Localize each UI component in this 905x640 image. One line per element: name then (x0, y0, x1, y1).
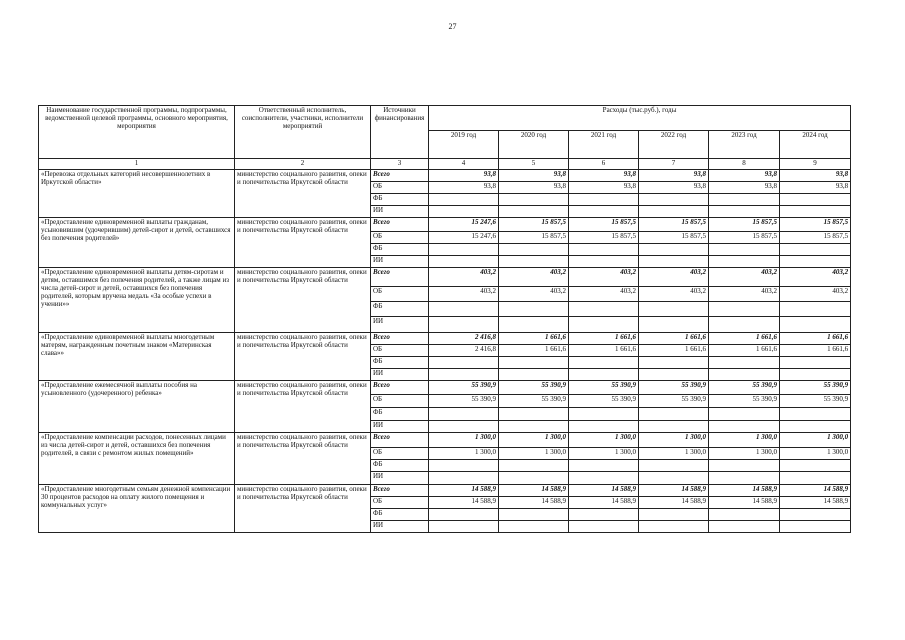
expense-value (569, 509, 639, 521)
expense-value (639, 206, 709, 218)
expense-value (569, 460, 639, 472)
expense-value: 93,8 (499, 170, 569, 182)
executor-name: министерство социального развития, опеки и попечительства Иркутской области (235, 268, 371, 333)
expense-value (429, 244, 499, 256)
expense-value (639, 521, 709, 533)
expense-value: 15 857,5 (639, 218, 709, 232)
expense-value: 55 390,9 (780, 395, 851, 408)
expense-value (569, 421, 639, 433)
executor-name: министерство социального развития, опеки и попечительства Иркутской области (235, 381, 371, 433)
expense-value: 93,8 (429, 182, 499, 194)
expense-value: 14 588,9 (709, 485, 780, 497)
expense-value (499, 357, 569, 369)
expense-value (709, 194, 780, 206)
expense-value (429, 460, 499, 472)
funding-source: ОБ (371, 497, 429, 509)
expense-value: 403,2 (499, 268, 569, 287)
expense-value: 15 247,6 (429, 232, 499, 244)
funding-source: ИИ (371, 369, 429, 381)
expense-value (429, 472, 499, 485)
expense-value (429, 408, 499, 421)
expense-value: 1 661,6 (780, 333, 851, 345)
expense-value: 14 588,9 (499, 485, 569, 497)
expense-value (639, 317, 709, 333)
page-number: 27 (448, 22, 457, 31)
header-expenses: Расходы (тыс.руб.), годы (429, 106, 851, 131)
expense-value (499, 302, 569, 317)
expense-value (569, 302, 639, 317)
expense-value: 14 588,9 (709, 497, 780, 509)
expense-value (780, 460, 851, 472)
expense-value: 15 857,5 (569, 232, 639, 244)
expense-value: 15 857,5 (709, 232, 780, 244)
expense-value: 1 300,0 (709, 433, 780, 448)
funding-source: ИИ (371, 521, 429, 533)
expense-value: 93,8 (569, 182, 639, 194)
column-number: 6 (569, 159, 639, 170)
expense-value (429, 421, 499, 433)
expense-value (780, 317, 851, 333)
expense-value: 15 857,5 (499, 232, 569, 244)
activity-name: «Предоставление компенсации расходов, понесенных лицами из числа детей-сирот и детей, оставшихся без попечения родителей, в связи с ремонтом жилых помещений» (39, 433, 235, 485)
expense-value: 403,2 (709, 287, 780, 302)
expense-value (499, 408, 569, 421)
budget-table (38, 105, 851, 533)
expense-value: 2 416,8 (429, 345, 499, 357)
expense-value (499, 244, 569, 256)
expense-value (499, 421, 569, 433)
table-row (39, 381, 851, 395)
funding-source: ОБ (371, 395, 429, 408)
expense-value (569, 472, 639, 485)
expense-value: 14 588,9 (639, 497, 709, 509)
expense-value: 55 390,9 (709, 395, 780, 408)
expense-value (709, 206, 780, 218)
funding-source: ОБ (371, 182, 429, 194)
expense-value: 403,2 (499, 287, 569, 302)
expense-value: 1 300,0 (569, 448, 639, 460)
header-name-column: Наименование государственной программы, подпрограммы, ведомственной целевой программы, основного мероприятия, мероприятия (39, 106, 235, 159)
expense-value: 1 661,6 (499, 333, 569, 345)
expense-value: 55 390,9 (499, 381, 569, 395)
expense-value: 1 300,0 (429, 433, 499, 448)
expense-value (780, 357, 851, 369)
expense-value: 14 588,9 (780, 497, 851, 509)
expense-value (429, 256, 499, 268)
column-number: 8 (709, 159, 780, 170)
executor-name: министерство социального развития, опеки и попечительства Иркутской области (235, 333, 371, 381)
expense-value: 15 857,5 (780, 232, 851, 244)
expense-value (499, 460, 569, 472)
expense-value: 14 588,9 (499, 497, 569, 509)
header-year: 2022 год (639, 131, 709, 159)
expense-value (709, 472, 780, 485)
expense-value (429, 509, 499, 521)
expense-value: 403,2 (569, 287, 639, 302)
expense-value (780, 244, 851, 256)
expense-value (429, 194, 499, 206)
expense-value (780, 194, 851, 206)
expense-value: 1 300,0 (780, 448, 851, 460)
expense-value (780, 421, 851, 433)
expense-value (780, 408, 851, 421)
table-row (39, 433, 851, 448)
header-year: 2020 год (499, 131, 569, 159)
column-number-row (39, 159, 851, 170)
table-row (39, 333, 851, 345)
expense-value: 93,8 (709, 182, 780, 194)
column-number: 4 (429, 159, 499, 170)
expense-value (780, 302, 851, 317)
expense-value (639, 194, 709, 206)
expense-value (569, 256, 639, 268)
expense-value: 55 390,9 (499, 395, 569, 408)
header-year: 2024 год (780, 131, 851, 159)
table-header (39, 106, 851, 170)
expense-value: 55 390,9 (639, 381, 709, 395)
funding-source: ФБ (371, 460, 429, 472)
expense-value (569, 357, 639, 369)
expense-value (639, 472, 709, 485)
column-number: 5 (499, 159, 569, 170)
expense-value: 2 416,8 (429, 333, 499, 345)
funding-source: ОБ (371, 232, 429, 244)
expense-value: 14 588,9 (569, 497, 639, 509)
expense-value (780, 206, 851, 218)
expense-value (709, 256, 780, 268)
column-number: 2 (235, 159, 371, 170)
expense-value (569, 369, 639, 381)
funding-source: ИИ (371, 206, 429, 218)
expense-value: 403,2 (639, 287, 709, 302)
column-number: 1 (39, 159, 235, 170)
funding-source: ИИ (371, 421, 429, 433)
expense-value (780, 521, 851, 533)
expense-value: 93,8 (499, 182, 569, 194)
expense-value: 403,2 (429, 268, 499, 287)
expense-value (709, 509, 780, 521)
expense-value (639, 369, 709, 381)
expense-value (499, 317, 569, 333)
expense-value (429, 521, 499, 533)
expense-value: 403,2 (569, 268, 639, 287)
expense-value (709, 421, 780, 433)
expense-value: 1 661,6 (709, 345, 780, 357)
expense-value (639, 460, 709, 472)
expense-value: 55 390,9 (639, 395, 709, 408)
expense-value: 1 300,0 (499, 448, 569, 460)
column-number: 7 (639, 159, 709, 170)
expense-value: 93,8 (639, 170, 709, 182)
funding-source: ИИ (371, 317, 429, 333)
expense-value: 403,2 (780, 287, 851, 302)
table-row (39, 218, 851, 232)
expense-value (709, 317, 780, 333)
expense-value (569, 521, 639, 533)
expense-value (569, 244, 639, 256)
expense-value: 15 857,5 (709, 218, 780, 232)
expense-value (569, 206, 639, 218)
expense-value (569, 317, 639, 333)
expense-value: 14 588,9 (639, 485, 709, 497)
expense-value (499, 509, 569, 521)
funding-source: ИИ (371, 472, 429, 485)
funding-source: ФБ (371, 357, 429, 369)
expense-value: 1 661,6 (569, 345, 639, 357)
expense-value: 1 661,6 (639, 345, 709, 357)
expense-value (569, 194, 639, 206)
expense-value: 1 661,6 (569, 333, 639, 345)
expense-value (499, 194, 569, 206)
executor-name: министерство социального развития, опеки и попечительства Иркутской области (235, 433, 371, 485)
expense-value (780, 509, 851, 521)
header-source-column: Источники финансирования (371, 106, 429, 159)
expense-value: 55 390,9 (429, 395, 499, 408)
expense-value (639, 408, 709, 421)
funding-source: Всего (371, 333, 429, 345)
expense-value (429, 369, 499, 381)
expense-value (499, 521, 569, 533)
expense-value: 15 857,5 (569, 218, 639, 232)
executor-name: министерство социального развития, опеки и попечительства Иркутской области (235, 170, 371, 218)
expense-value: 55 390,9 (569, 381, 639, 395)
expense-value: 14 588,9 (780, 485, 851, 497)
expense-value: 93,8 (780, 170, 851, 182)
expense-value: 1 661,6 (499, 345, 569, 357)
expense-value (709, 460, 780, 472)
expense-value: 14 588,9 (569, 485, 639, 497)
expense-value: 1 661,6 (639, 333, 709, 345)
expense-value: 403,2 (780, 268, 851, 287)
header-executor-column: Ответственный исполнитель, соисполнители, участники, исполнители мероприятий (235, 106, 371, 159)
activity-name: «Перевозка отдельных категорий несовершеннолетних в Иркутской области» (39, 170, 235, 218)
funding-source: ОБ (371, 287, 429, 302)
expense-value: 55 390,9 (569, 395, 639, 408)
funding-source: ОБ (371, 345, 429, 357)
expense-value: 55 390,9 (709, 381, 780, 395)
header-year: 2023 год (709, 131, 780, 159)
activity-name: «Предоставление единовременной выплаты многодетным матерям, награжденным почетным знаком «Материнская слава»» (39, 333, 235, 381)
expense-value (429, 206, 499, 218)
expense-value: 15 857,5 (780, 218, 851, 232)
expense-value (499, 256, 569, 268)
expense-value (569, 408, 639, 421)
funding-source: ИИ (371, 256, 429, 268)
expense-value: 403,2 (709, 268, 780, 287)
funding-source: ФБ (371, 302, 429, 317)
table-row (39, 170, 851, 182)
table-row (39, 268, 851, 287)
expense-value (639, 302, 709, 317)
expense-value (499, 369, 569, 381)
activity-name: «Предоставление многодетным семьям денежной компенсации 30 процентов расходов на оплату жилого помещения и коммунальных услуг» (39, 485, 235, 533)
expense-value (639, 357, 709, 369)
funding-source: ФБ (371, 244, 429, 256)
expense-value: 1 300,0 (639, 433, 709, 448)
header-year: 2019 год (429, 131, 499, 159)
header-year: 2021 год (569, 131, 639, 159)
expense-value: 14 588,9 (429, 485, 499, 497)
expense-value: 1 661,6 (709, 333, 780, 345)
expense-value: 403,2 (639, 268, 709, 287)
expense-value: 403,2 (429, 287, 499, 302)
expense-value (780, 369, 851, 381)
executor-name: министерство социального развития, опеки и попечительства Иркутской области (235, 218, 371, 268)
expense-value (499, 206, 569, 218)
expense-value: 1 300,0 (709, 448, 780, 460)
table-row (39, 485, 851, 497)
expense-value: 93,8 (429, 170, 499, 182)
expense-value: 1 300,0 (499, 433, 569, 448)
expense-value: 1 300,0 (780, 433, 851, 448)
funding-source: Всего (371, 268, 429, 287)
activity-name: «Предоставление единовременной выплаты детям-сиротам и детям, оставшимся без попечения родителей, а также лицам из числа детей-сирот и детей, оставшихся без попечения родителей, которым вручена медаль «За особые успехи в учении»» (39, 268, 235, 333)
expense-value (499, 472, 569, 485)
expense-value: 1 300,0 (429, 448, 499, 460)
column-number: 9 (780, 159, 851, 170)
expense-value (429, 357, 499, 369)
funding-source: ФБ (371, 194, 429, 206)
expense-value (639, 509, 709, 521)
expense-value: 93,8 (780, 182, 851, 194)
expense-value (780, 472, 851, 485)
expense-value (639, 244, 709, 256)
expense-value: 55 390,9 (780, 381, 851, 395)
funding-source: ФБ (371, 509, 429, 521)
column-number: 3 (371, 159, 429, 170)
expense-value (709, 302, 780, 317)
expense-value: 93,8 (709, 170, 780, 182)
expense-value: 15 857,5 (499, 218, 569, 232)
expense-value (709, 408, 780, 421)
table-body (39, 170, 851, 533)
activity-name: «Предоставление ежемесячной выплаты пособия на усыновленного (удочеренного) ребенка» (39, 381, 235, 433)
expense-value (429, 302, 499, 317)
funding-source: Всего (371, 170, 429, 182)
expense-value (709, 357, 780, 369)
funding-source: Всего (371, 433, 429, 448)
expense-value (709, 521, 780, 533)
funding-source: Всего (371, 485, 429, 497)
expense-value: 1 661,6 (780, 345, 851, 357)
funding-source: Всего (371, 218, 429, 232)
expense-value: 15 247,6 (429, 218, 499, 232)
expense-value: 93,8 (569, 170, 639, 182)
funding-source: Всего (371, 381, 429, 395)
expense-value: 1 300,0 (639, 448, 709, 460)
executor-name: министерство социального развития, опеки и попечительства Иркутской области (235, 485, 371, 533)
expense-value: 93,8 (639, 182, 709, 194)
expense-value: 14 588,9 (429, 497, 499, 509)
expense-value (709, 244, 780, 256)
expense-value (709, 369, 780, 381)
expense-value (639, 256, 709, 268)
expense-value: 1 300,0 (569, 433, 639, 448)
expense-value (780, 256, 851, 268)
funding-source: ФБ (371, 408, 429, 421)
expense-value (639, 421, 709, 433)
funding-source: ОБ (371, 448, 429, 460)
activity-name: «Предоставление единовременной выплаты гражданам, усыновившим (удочерившим) детей-сирот и детей, оставшихся без попечения родителей» (39, 218, 235, 268)
expense-value: 55 390,9 (429, 381, 499, 395)
expense-value: 15 857,5 (639, 232, 709, 244)
expense-value (429, 317, 499, 333)
